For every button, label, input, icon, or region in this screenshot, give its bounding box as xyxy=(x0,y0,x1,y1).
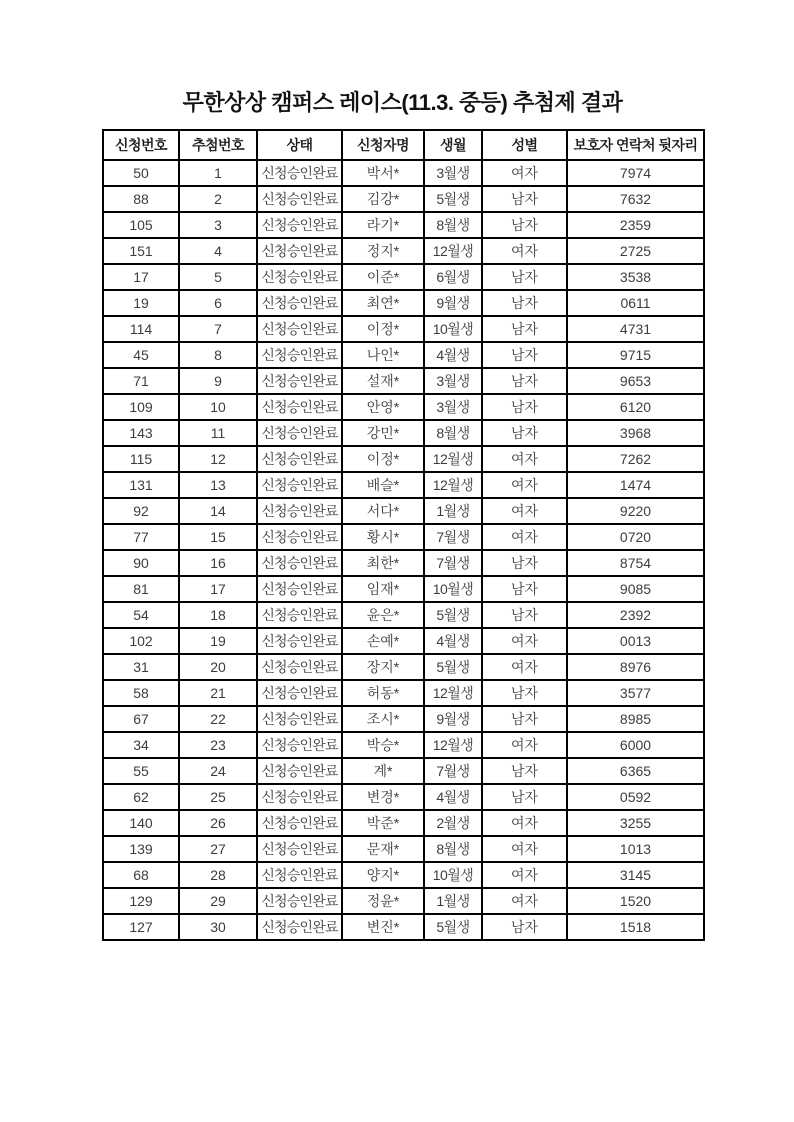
cell-guardian-phone-last: 3538 xyxy=(567,264,704,290)
cell-gender: 남자 xyxy=(482,394,567,420)
cell-applicant-name: 손예* xyxy=(342,628,424,654)
cell-birth-month: 1월생 xyxy=(424,888,482,914)
cell-draw-no: 4 xyxy=(179,238,257,264)
cell-draw-no: 7 xyxy=(179,316,257,342)
cell-draw-no: 13 xyxy=(179,472,257,498)
cell-status: 신청승인완료 xyxy=(257,550,342,576)
cell-applicant-name: 변진* xyxy=(342,914,424,940)
cell-gender: 남자 xyxy=(482,264,567,290)
table-row xyxy=(103,602,704,628)
cell-application-no: 114 xyxy=(103,316,179,342)
cell-birth-month: 12월생 xyxy=(424,680,482,706)
cell-guardian-phone-last: 9220 xyxy=(567,498,704,524)
cell-birth-month: 5월생 xyxy=(424,186,482,212)
cell-application-no: 77 xyxy=(103,524,179,550)
cell-gender: 남자 xyxy=(482,420,567,446)
cell-applicant-name: 이정* xyxy=(342,316,424,342)
cell-application-no: 62 xyxy=(103,784,179,810)
cell-guardian-phone-last: 6120 xyxy=(567,394,704,420)
cell-guardian-phone-last: 8754 xyxy=(567,550,704,576)
cell-guardian-phone-last: 2359 xyxy=(567,212,704,238)
cell-gender: 여자 xyxy=(482,498,567,524)
cell-gender: 여자 xyxy=(482,628,567,654)
page-title: 무한상상 캠퍼스 레이스(11.3. 중등) 추첨제 결과 xyxy=(182,90,623,115)
cell-draw-no: 30 xyxy=(179,914,257,940)
cell-application-no: 31 xyxy=(103,654,179,680)
cell-draw-no: 18 xyxy=(179,602,257,628)
cell-gender: 남자 xyxy=(482,680,567,706)
cell-application-no: 71 xyxy=(103,368,179,394)
cell-status: 신청승인완료 xyxy=(257,602,342,628)
cell-gender: 여자 xyxy=(482,524,567,550)
cell-draw-no: 23 xyxy=(179,732,257,758)
cell-draw-no: 9 xyxy=(179,368,257,394)
cell-draw-no: 3 xyxy=(179,212,257,238)
cell-gender: 여자 xyxy=(482,446,567,472)
cell-status: 신청승인완료 xyxy=(257,342,342,368)
cell-status: 신청승인완료 xyxy=(257,628,342,654)
cell-applicant-name: 이정* xyxy=(342,446,424,472)
cell-draw-no: 17 xyxy=(179,576,257,602)
table-row xyxy=(103,524,704,550)
cell-application-no: 81 xyxy=(103,576,179,602)
table-row xyxy=(103,342,704,368)
cell-applicant-name: 정윤* xyxy=(342,888,424,914)
cell-guardian-phone-last: 2392 xyxy=(567,602,704,628)
cell-application-no: 17 xyxy=(103,264,179,290)
cell-draw-no: 28 xyxy=(179,862,257,888)
cell-guardian-phone-last: 8976 xyxy=(567,654,704,680)
cell-guardian-phone-last: 8985 xyxy=(567,706,704,732)
cell-applicant-name: 라기* xyxy=(342,212,424,238)
cell-gender: 남자 xyxy=(482,706,567,732)
cell-gender: 여자 xyxy=(482,654,567,680)
cell-applicant-name: 이준* xyxy=(342,264,424,290)
cell-status: 신청승인완료 xyxy=(257,810,342,836)
cell-guardian-phone-last: 4731 xyxy=(567,316,704,342)
cell-gender: 남자 xyxy=(482,602,567,628)
cell-guardian-phone-last: 0013 xyxy=(567,628,704,654)
table-row xyxy=(103,758,704,784)
cell-draw-no: 1 xyxy=(179,160,257,186)
cell-guardian-phone-last: 0611 xyxy=(567,290,704,316)
cell-application-no: 140 xyxy=(103,810,179,836)
table-row xyxy=(103,290,704,316)
col-header-gender: 성별 xyxy=(482,130,567,160)
cell-guardian-phone-last: 1520 xyxy=(567,888,704,914)
table-row xyxy=(103,420,704,446)
cell-applicant-name: 안영* xyxy=(342,394,424,420)
cell-gender: 남자 xyxy=(482,784,567,810)
cell-gender: 남자 xyxy=(482,342,567,368)
cell-status: 신청승인완료 xyxy=(257,394,342,420)
cell-birth-month: 9월생 xyxy=(424,706,482,732)
cell-guardian-phone-last: 7262 xyxy=(567,446,704,472)
cell-gender: 남자 xyxy=(482,758,567,784)
cell-gender: 남자 xyxy=(482,914,567,940)
cell-draw-no: 27 xyxy=(179,836,257,862)
cell-guardian-phone-last: 9653 xyxy=(567,368,704,394)
cell-applicant-name: 허동* xyxy=(342,680,424,706)
cell-gender: 여자 xyxy=(482,810,567,836)
cell-application-no: 55 xyxy=(103,758,179,784)
cell-status: 신청승인완료 xyxy=(257,888,342,914)
cell-status: 신청승인완료 xyxy=(257,654,342,680)
cell-birth-month: 2월생 xyxy=(424,810,482,836)
table-row xyxy=(103,914,704,940)
cell-guardian-phone-last: 2725 xyxy=(567,238,704,264)
cell-birth-month: 10월생 xyxy=(424,316,482,342)
cell-applicant-name: 변경* xyxy=(342,784,424,810)
cell-status: 신청승인완료 xyxy=(257,862,342,888)
cell-draw-no: 6 xyxy=(179,290,257,316)
cell-birth-month: 3월생 xyxy=(424,160,482,186)
cell-draw-no: 29 xyxy=(179,888,257,914)
cell-gender: 여자 xyxy=(482,160,567,186)
col-header-application-no: 신청번호 xyxy=(103,130,179,160)
cell-applicant-name: 정지* xyxy=(342,238,424,264)
cell-application-no: 151 xyxy=(103,238,179,264)
cell-guardian-phone-last: 0592 xyxy=(567,784,704,810)
cell-birth-month: 8월생 xyxy=(424,836,482,862)
cell-status: 신청승인완료 xyxy=(257,446,342,472)
cell-draw-no: 11 xyxy=(179,420,257,446)
table-row xyxy=(103,836,704,862)
cell-applicant-name: 조시* xyxy=(342,706,424,732)
cell-status: 신청승인완료 xyxy=(257,264,342,290)
cell-gender: 여자 xyxy=(482,238,567,264)
cell-status: 신청승인완료 xyxy=(257,576,342,602)
cell-birth-month: 5월생 xyxy=(424,602,482,628)
cell-draw-no: 21 xyxy=(179,680,257,706)
cell-status: 신청승인완료 xyxy=(257,732,342,758)
table-row xyxy=(103,680,704,706)
cell-applicant-name: 최한* xyxy=(342,550,424,576)
cell-application-no: 109 xyxy=(103,394,179,420)
table-row xyxy=(103,316,704,342)
cell-guardian-phone-last: 0720 xyxy=(567,524,704,550)
table-row xyxy=(103,160,704,186)
cell-application-no: 115 xyxy=(103,446,179,472)
cell-application-no: 102 xyxy=(103,628,179,654)
cell-draw-no: 26 xyxy=(179,810,257,836)
cell-birth-month: 12월생 xyxy=(424,472,482,498)
cell-draw-no: 8 xyxy=(179,342,257,368)
cell-gender: 남자 xyxy=(482,368,567,394)
cell-draw-no: 20 xyxy=(179,654,257,680)
table-row xyxy=(103,888,704,914)
col-header-guardian-phone-last: 보호자 연락처 뒷자리 xyxy=(567,130,704,160)
cell-applicant-name: 양지* xyxy=(342,862,424,888)
cell-birth-month: 12월생 xyxy=(424,446,482,472)
header-row xyxy=(103,130,704,160)
cell-applicant-name: 문재* xyxy=(342,836,424,862)
cell-applicant-name: 김강* xyxy=(342,186,424,212)
cell-birth-month: 8월생 xyxy=(424,420,482,446)
cell-birth-month: 10월생 xyxy=(424,862,482,888)
cell-gender: 여자 xyxy=(482,888,567,914)
cell-guardian-phone-last: 9085 xyxy=(567,576,704,602)
cell-application-no: 131 xyxy=(103,472,179,498)
cell-application-no: 92 xyxy=(103,498,179,524)
cell-applicant-name: 박서* xyxy=(342,160,424,186)
cell-status: 신청승인완료 xyxy=(257,472,342,498)
cell-applicant-name: 설재* xyxy=(342,368,424,394)
cell-draw-no: 15 xyxy=(179,524,257,550)
cell-birth-month: 7월생 xyxy=(424,758,482,784)
cell-status: 신청승인완료 xyxy=(257,368,342,394)
cell-gender: 남자 xyxy=(482,186,567,212)
cell-guardian-phone-last: 3145 xyxy=(567,862,704,888)
cell-application-no: 19 xyxy=(103,290,179,316)
table-row xyxy=(103,862,704,888)
cell-birth-month: 5월생 xyxy=(424,914,482,940)
cell-guardian-phone-last: 9715 xyxy=(567,342,704,368)
col-header-draw-no: 추첨번호 xyxy=(179,130,257,160)
cell-draw-no: 25 xyxy=(179,784,257,810)
cell-draw-no: 14 xyxy=(179,498,257,524)
cell-guardian-phone-last: 6000 xyxy=(567,732,704,758)
cell-guardian-phone-last: 3255 xyxy=(567,810,704,836)
cell-guardian-phone-last: 3968 xyxy=(567,420,704,446)
cell-applicant-name: 장지* xyxy=(342,654,424,680)
cell-birth-month: 1월생 xyxy=(424,498,482,524)
cell-guardian-phone-last: 3577 xyxy=(567,680,704,706)
cell-gender: 여자 xyxy=(482,472,567,498)
cell-applicant-name: 박승* xyxy=(342,732,424,758)
cell-status: 신청승인완료 xyxy=(257,914,342,940)
cell-draw-no: 22 xyxy=(179,706,257,732)
cell-application-no: 139 xyxy=(103,836,179,862)
cell-birth-month: 12월생 xyxy=(424,732,482,758)
table-row xyxy=(103,472,704,498)
cell-applicant-name: 나인* xyxy=(342,342,424,368)
table-row xyxy=(103,394,704,420)
cell-application-no: 45 xyxy=(103,342,179,368)
cell-applicant-name: 박준* xyxy=(342,810,424,836)
table-row xyxy=(103,784,704,810)
table-row xyxy=(103,732,704,758)
table-header xyxy=(103,130,704,160)
cell-birth-month: 12월생 xyxy=(424,238,482,264)
col-header-status: 상태 xyxy=(257,130,342,160)
cell-application-no: 54 xyxy=(103,602,179,628)
cell-applicant-name: 최연* xyxy=(342,290,424,316)
cell-birth-month: 8월생 xyxy=(424,212,482,238)
table-row xyxy=(103,706,704,732)
cell-status: 신청승인완료 xyxy=(257,212,342,238)
table-row xyxy=(103,446,704,472)
cell-applicant-name: 임재* xyxy=(342,576,424,602)
cell-status: 신청승인완료 xyxy=(257,706,342,732)
table-row xyxy=(103,264,704,290)
cell-application-no: 105 xyxy=(103,212,179,238)
cell-guardian-phone-last: 1013 xyxy=(567,836,704,862)
cell-birth-month: 4월생 xyxy=(424,628,482,654)
cell-gender: 남자 xyxy=(482,576,567,602)
cell-applicant-name: 윤은* xyxy=(342,602,424,628)
cell-birth-month: 3월생 xyxy=(424,394,482,420)
cell-applicant-name: 배슬* xyxy=(342,472,424,498)
cell-application-no: 50 xyxy=(103,160,179,186)
cell-draw-no: 16 xyxy=(179,550,257,576)
cell-gender: 여자 xyxy=(482,836,567,862)
cell-gender: 남자 xyxy=(482,290,567,316)
cell-applicant-name: 서다* xyxy=(342,498,424,524)
cell-birth-month: 7월생 xyxy=(424,524,482,550)
table-row xyxy=(103,186,704,212)
cell-status: 신청승인완료 xyxy=(257,680,342,706)
cell-birth-month: 5월생 xyxy=(424,654,482,680)
cell-draw-no: 24 xyxy=(179,758,257,784)
cell-birth-month: 10월생 xyxy=(424,576,482,602)
cell-application-no: 67 xyxy=(103,706,179,732)
table-row xyxy=(103,628,704,654)
results-table xyxy=(102,129,705,941)
cell-gender: 남자 xyxy=(482,212,567,238)
cell-application-no: 68 xyxy=(103,862,179,888)
cell-status: 신청승인완료 xyxy=(257,524,342,550)
cell-guardian-phone-last: 7632 xyxy=(567,186,704,212)
cell-gender: 여자 xyxy=(482,732,567,758)
cell-birth-month: 4월생 xyxy=(424,784,482,810)
cell-guardian-phone-last: 7974 xyxy=(567,160,704,186)
cell-applicant-name: 계* xyxy=(342,758,424,784)
cell-status: 신청승인완료 xyxy=(257,316,342,342)
table-row xyxy=(103,238,704,264)
table-row xyxy=(103,498,704,524)
cell-status: 신청승인완료 xyxy=(257,290,342,316)
cell-birth-month: 7월생 xyxy=(424,550,482,576)
cell-applicant-name: 황시* xyxy=(342,524,424,550)
cell-status: 신청승인완료 xyxy=(257,160,342,186)
cell-draw-no: 5 xyxy=(179,264,257,290)
cell-application-no: 90 xyxy=(103,550,179,576)
cell-application-no: 88 xyxy=(103,186,179,212)
cell-gender: 남자 xyxy=(482,550,567,576)
cell-birth-month: 3월생 xyxy=(424,368,482,394)
cell-application-no: 127 xyxy=(103,914,179,940)
cell-guardian-phone-last: 1474 xyxy=(567,472,704,498)
table-row xyxy=(103,654,704,680)
cell-status: 신청승인완료 xyxy=(257,784,342,810)
col-header-birth-month: 생월 xyxy=(424,130,482,160)
cell-application-no: 129 xyxy=(103,888,179,914)
cell-birth-month: 4월생 xyxy=(424,342,482,368)
table-body xyxy=(103,160,704,940)
cell-status: 신청승인완료 xyxy=(257,238,342,264)
cell-status: 신청승인완료 xyxy=(257,836,342,862)
cell-draw-no: 19 xyxy=(179,628,257,654)
table-row xyxy=(103,576,704,602)
cell-status: 신청승인완료 xyxy=(257,498,342,524)
cell-applicant-name: 강민* xyxy=(342,420,424,446)
cell-status: 신청승인완료 xyxy=(257,420,342,446)
table-row xyxy=(103,550,704,576)
cell-birth-month: 6월생 xyxy=(424,264,482,290)
cell-application-no: 58 xyxy=(103,680,179,706)
cell-draw-no: 12 xyxy=(179,446,257,472)
cell-status: 신청승인완료 xyxy=(257,758,342,784)
table-row xyxy=(103,810,704,836)
cell-application-no: 143 xyxy=(103,420,179,446)
cell-guardian-phone-last: 1518 xyxy=(567,914,704,940)
cell-birth-month: 9월생 xyxy=(424,290,482,316)
cell-draw-no: 2 xyxy=(179,186,257,212)
cell-gender: 남자 xyxy=(482,316,567,342)
cell-application-no: 34 xyxy=(103,732,179,758)
table-row xyxy=(103,368,704,394)
cell-draw-no: 10 xyxy=(179,394,257,420)
cell-guardian-phone-last: 6365 xyxy=(567,758,704,784)
col-header-applicant-name: 신청자명 xyxy=(342,130,424,160)
cell-status: 신청승인완료 xyxy=(257,186,342,212)
table-row xyxy=(103,212,704,238)
cell-gender: 여자 xyxy=(482,862,567,888)
